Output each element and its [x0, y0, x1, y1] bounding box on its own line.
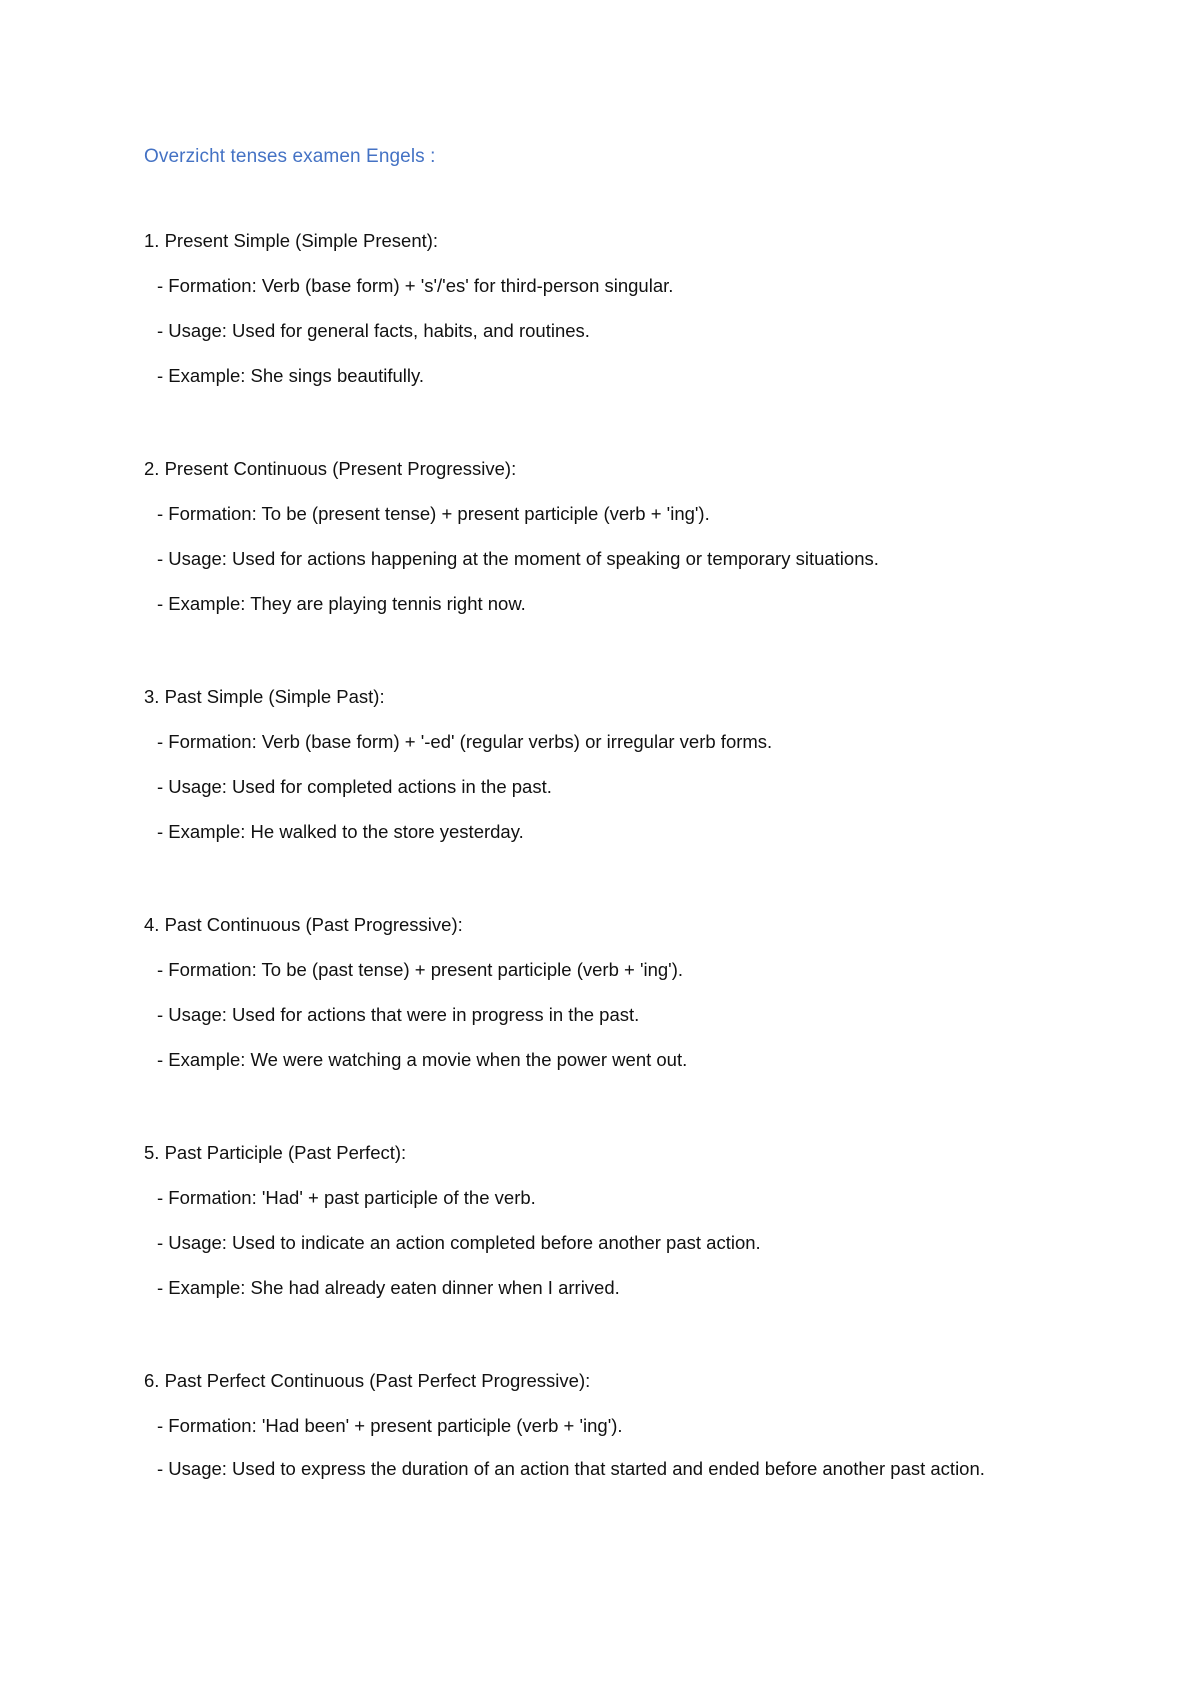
list-item — [144, 958, 1044, 982]
section-heading: 3. Past Simple (Simple Past): — [144, 686, 385, 707]
list-item — [144, 1048, 1044, 1072]
list-item — [144, 274, 1044, 298]
list-item — [144, 730, 1044, 754]
list-item — [144, 1414, 1044, 1438]
item-text: - Usage: Used for actions happening at the moment of speaking or temporary situations. — [157, 548, 879, 569]
list-item — [144, 1454, 1044, 1483]
document-title: Overzicht tenses examen Engels : — [144, 146, 436, 167]
item-text: - Usage: Used for completed actions in the past. — [157, 776, 552, 797]
item-text: - Formation: Verb (base form) + 's'/'es' for third-person singular. — [157, 275, 674, 296]
list-item — [144, 775, 1044, 799]
list-item — [144, 592, 1044, 616]
list-item — [144, 1003, 1044, 1027]
section-heading: 2. Present Continuous (Present Progressive): — [144, 458, 517, 479]
list-item — [144, 1186, 1044, 1210]
section-heading: 4. Past Continuous (Past Progressive): — [144, 914, 463, 935]
section-past-perfect — [144, 1141, 1044, 1300]
item-text: - Formation: Verb (base form) + '-ed' (regular verbs) or irregular verb forms. — [157, 731, 773, 752]
section-present-simple — [144, 229, 1044, 388]
item-text: - Example: She sings beautifully. — [157, 365, 425, 386]
item-text: - Usage: Used for actions that were in progress in the past. — [157, 1004, 640, 1025]
section-heading: 1. Present Simple (Simple Present): — [144, 230, 439, 251]
section-past-perfect-continuous — [144, 1369, 1044, 1483]
section-present-continuous — [144, 457, 1044, 616]
item-text: - Usage: Used for general facts, habits, and routines. — [157, 320, 590, 341]
list-item — [144, 502, 1044, 526]
section-past-simple — [144, 685, 1044, 844]
item-text: - Usage: Used to express the duration of an action that started and ended before another past action. — [157, 1458, 985, 1479]
item-text: - Formation: 'Had' + past participle of the verb. — [157, 1187, 536, 1208]
list-item — [144, 820, 1044, 844]
section-past-continuous — [144, 913, 1044, 1072]
item-text: - Formation: 'Had been' + present participle (verb + 'ing'). — [157, 1415, 623, 1436]
list-item — [144, 547, 1044, 571]
item-text: - Usage: Used to indicate an action completed before another past action. — [157, 1232, 761, 1253]
list-item — [144, 319, 1044, 343]
section-heading: 6. Past Perfect Continuous (Past Perfect Progressive): — [144, 1370, 591, 1391]
item-text: - Example: They are playing tennis right now. — [157, 593, 526, 614]
item-text: - Example: She had already eaten dinner when I arrived. — [157, 1277, 620, 1298]
item-text: - Example: He walked to the store yesterday. — [157, 821, 524, 842]
item-text: - Formation: To be (present tense) + present participle (verb + 'ing'). — [157, 503, 710, 524]
list-item — [144, 1231, 1044, 1255]
section-heading: 5. Past Participle (Past Perfect): — [144, 1142, 407, 1163]
list-item — [144, 1276, 1044, 1300]
item-text: - Example: We were watching a movie when the power went out. — [157, 1049, 688, 1070]
item-text: - Formation: To be (past tense) + present participle (verb + 'ing'). — [157, 959, 683, 980]
list-item — [144, 364, 1044, 388]
